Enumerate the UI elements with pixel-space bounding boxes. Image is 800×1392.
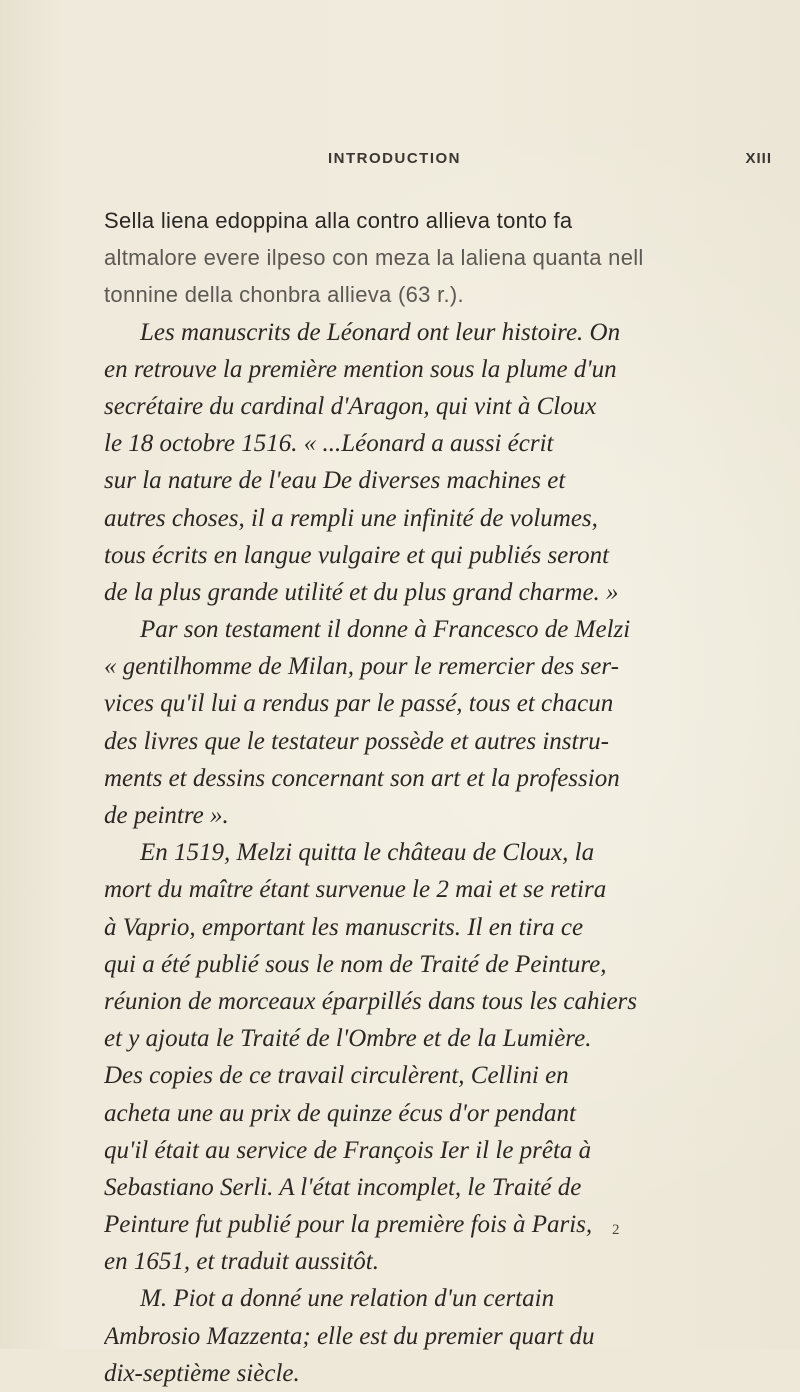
text-line: mort du maître étant survenue le 2 mai et se retira xyxy=(104,876,607,904)
text-line: qui a été publié sous le nom de Traité de Peinture, xyxy=(104,950,607,978)
text-line: secrétaire du cardinal d'Aragon, qui vint à Cloux xyxy=(104,392,597,420)
text-line: sur la nature de l'eau De diverses machines et xyxy=(104,467,566,495)
text-line: acheta une au prix de quinze écus d'or pendant xyxy=(104,1099,576,1127)
text-line: Ambrosio Mazzenta; elle est du premier quart du xyxy=(104,1322,595,1350)
text-line: Les manuscrits de Léonard ont leur histoire. On xyxy=(140,318,621,346)
text-line: En 1519, Melzi quitta le château de Cloux, la xyxy=(140,839,595,867)
page-number: XIII xyxy=(745,150,772,167)
text-line: en 1651, et traduit aussitôt. xyxy=(104,1248,379,1276)
text-line: Sebastiano Serli. A l'état incomplet, le Traité de xyxy=(104,1173,582,1201)
text-line: Sella liena edoppina alla contro allieva tonto fa xyxy=(104,208,573,233)
text-line: ments et dessins concernant son art et la profession xyxy=(104,764,620,792)
text-line: en retrouve la première mention sous la plume d'un xyxy=(104,355,617,383)
text-line: Peinture fut publié pour la première fois à Paris, xyxy=(104,1211,593,1239)
text-line: Par son testament il donne à Francesco de Melzi xyxy=(140,616,631,644)
text-line: de la plus grande utilité et du plus grand charme. » xyxy=(104,578,619,606)
text-line: le 18 octobre 1516. « ...Léonard a aussi écrit xyxy=(104,430,554,458)
text-line: « gentilhomme de Milan, pour le remercier des ser- xyxy=(104,653,619,681)
text-line: et y ajouta le Traité de l'Ombre et de la Lumière. xyxy=(104,1025,592,1053)
text-line: dix-septième siècle. xyxy=(104,1359,300,1387)
running-title: INTRODUCTION xyxy=(328,150,461,167)
text-line: des livres que le testateur possède et autres instru- xyxy=(104,727,610,755)
text-line: vices qu'il lui a rendus par le passé, tous et chacun xyxy=(104,690,614,718)
text-line: réunion de morceaux éparpillés dans tous les cahiers xyxy=(104,987,638,1015)
page-header xyxy=(100,150,772,176)
signature-mark: 2 xyxy=(612,1222,620,1238)
text-line: autres choses, il a rempli une infinité de volumes, xyxy=(104,504,598,532)
text-line: tous écrits en langue vulgaire et qui publiés seront xyxy=(104,541,610,569)
text-line: tonnine della chonbra allieva (63 r.). xyxy=(104,282,464,308)
text-line: qu'il était au service de François Ier il le prêta à xyxy=(104,1136,592,1164)
text-line: M. Piot a donné une relation d'un certain xyxy=(140,1285,555,1313)
text-line: Des copies de ce travail circulèrent, Cellini en xyxy=(104,1062,569,1090)
body-text xyxy=(104,202,776,1392)
text-line: de peintre ». xyxy=(104,802,229,829)
text-line: à Vaprio, emportant les manuscrits. Il en tira ce xyxy=(104,913,584,941)
text-line: altmalore evere ilpeso con meza la laliena quanta nell xyxy=(104,245,644,271)
